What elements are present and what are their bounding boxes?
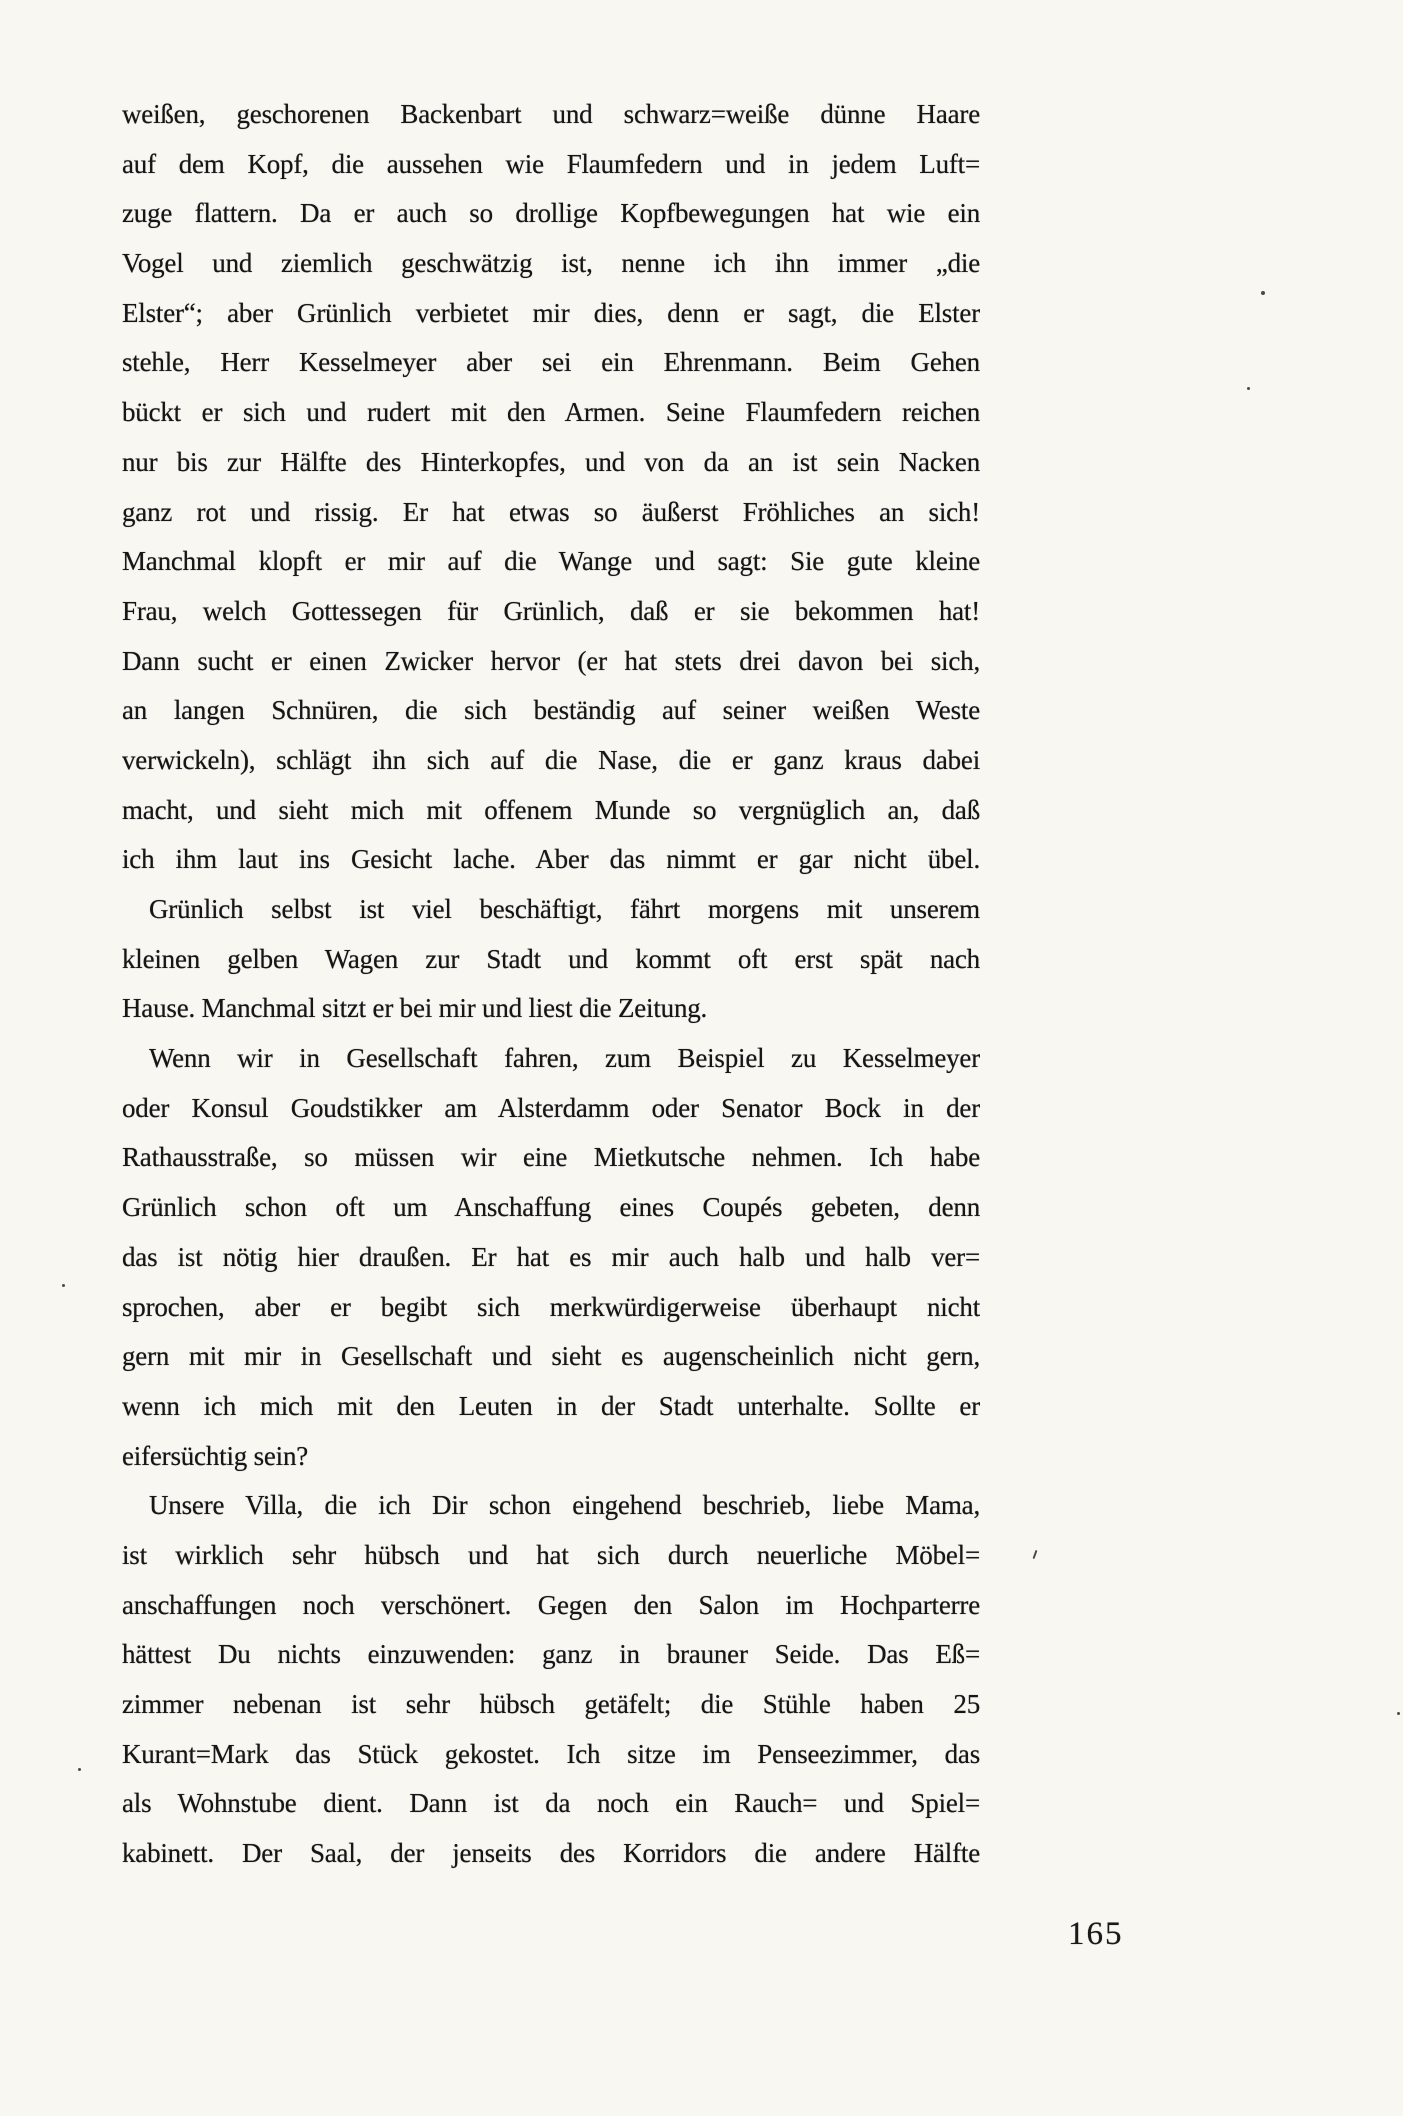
text-line: gern mit mir in Gesellschaft und sieht es augenscheinlich nicht gern, bbox=[122, 1341, 980, 1372]
text-line: wenn ich mich mit den Leuten in der Stadt unterhalte. Sollte er bbox=[122, 1390, 980, 1421]
text-line: macht, und sieht mich mit offenem Munde so vergnüglich an, daß bbox=[122, 794, 980, 825]
text-line: Dann sucht er einen Zwicker hervor (er hat stets drei davon bei sich, bbox=[122, 645, 980, 676]
text-line: ich ihm laut ins Gesicht lache. Aber das nimmt er gar nicht übel. bbox=[122, 844, 980, 875]
text-line: zuge flattern. Da er auch so drollige Kopfbewegungen hat wie ein bbox=[122, 198, 980, 229]
page-number: 165 bbox=[1068, 1916, 1124, 1952]
text-line: Wenn wir in Gesellschaft fahren, zum Beispiel zu Kesselmeyer bbox=[149, 1043, 980, 1074]
text-line: ist wirklich sehr hübsch und hat sich durch neuerliche Möbel= bbox=[122, 1539, 980, 1570]
text-line: sprochen, aber er begibt sich merkwürdigerweise überhaupt nicht bbox=[122, 1291, 980, 1322]
text-line: Rathausstraße, so müssen wir eine Mietkutsche nehmen. Ich habe bbox=[122, 1142, 980, 1173]
text-line: nur bis zur Hälfte des Hinterkopfes, und von da an ist sein Nacken bbox=[122, 446, 980, 477]
text-line: Hause. Manchmal sitzt er bei mir und liest die Zeitung. bbox=[122, 993, 708, 1024]
scan-speck bbox=[1033, 1550, 1038, 1559]
text-line: anschaffungen noch verschönert. Gegen den Salon im Hochparterre bbox=[122, 1589, 980, 1620]
text-line: eifersüchtig sein? bbox=[122, 1440, 309, 1471]
text-line: hättest Du nichts einzuwenden: ganz in brauner Seide. Das Eß= bbox=[122, 1639, 980, 1670]
scan-speck bbox=[62, 1284, 65, 1287]
text-line: auf dem Kopf, die aussehen wie Flaumfedern und in jedem Luft= bbox=[122, 148, 980, 179]
text-line: bückt er sich und rudert mit den Armen. Seine Flaumfedern reichen bbox=[122, 397, 980, 428]
scan-speck bbox=[1397, 1712, 1400, 1715]
text-line: oder Konsul Goudstikker am Alsterdamm oder Senator Bock in der bbox=[122, 1092, 980, 1123]
text-line: Vogel und ziemlich geschwätzig ist, nenne ich ihn immer „die bbox=[122, 248, 980, 279]
text-line: weißen, geschorenen Backenbart und schwarz=weiße dünne Haare bbox=[122, 99, 980, 129]
text-line: Grünlich schon oft um Anschaffung eines Coupés gebeten, denn bbox=[122, 1192, 980, 1223]
text-line: ganz rot und rissig. Er hat etwas so äußerst Fröhliches an sich! bbox=[122, 496, 980, 527]
scan-speck bbox=[78, 1768, 81, 1771]
scan-speck bbox=[1247, 387, 1250, 390]
text-line: an langen Schnüren, die sich beständig auf seiner weißen Weste bbox=[122, 695, 980, 726]
text-line: kleinen gelben Wagen zur Stadt und kommt oft erst spät nach bbox=[122, 943, 980, 974]
text-line: zimmer nebenan ist sehr hübsch getäfelt; die Stühle haben 25 bbox=[122, 1689, 980, 1719]
text-line: Grünlich selbst ist viel beschäftigt, fährt morgens mit unserem bbox=[149, 894, 980, 924]
text-line: das ist nötig hier draußen. Er hat es mir auch halb und halb ver= bbox=[122, 1241, 980, 1272]
page-text bbox=[122, 90, 980, 1879]
text-line: als Wohnstube dient. Dann ist da noch ein Rauch= und Spiel= bbox=[122, 1788, 980, 1819]
text-line: Elster“; aber Grünlich verbietet mir dies, denn er sagt, die Elster bbox=[122, 297, 980, 328]
text-line: stehle, Herr Kesselmeyer aber sei ein Ehrenmann. Beim Gehen bbox=[122, 347, 980, 378]
text-line: Manchmal klopft er mir auf die Wange und sagt: Sie gute kleine bbox=[122, 546, 980, 577]
text-line: Unsere Villa, die ich Dir schon eingehend beschrieb, liebe Mama, bbox=[149, 1490, 980, 1521]
text-line: Frau, welch Gottessegen für Grünlich, daß er sie bekommen hat! bbox=[122, 595, 980, 626]
scan-speck bbox=[1261, 291, 1265, 295]
text-line: verwickeln), schlägt ihn sich auf die Nase, die er ganz kraus dabei bbox=[122, 744, 980, 775]
text-line: Kurant=Mark das Stück gekostet. Ich sitze im Penseezimmer, das bbox=[122, 1738, 980, 1769]
text-line: kabinett. Der Saal, der jenseits des Korridors die andere Hälfte bbox=[122, 1838, 980, 1869]
